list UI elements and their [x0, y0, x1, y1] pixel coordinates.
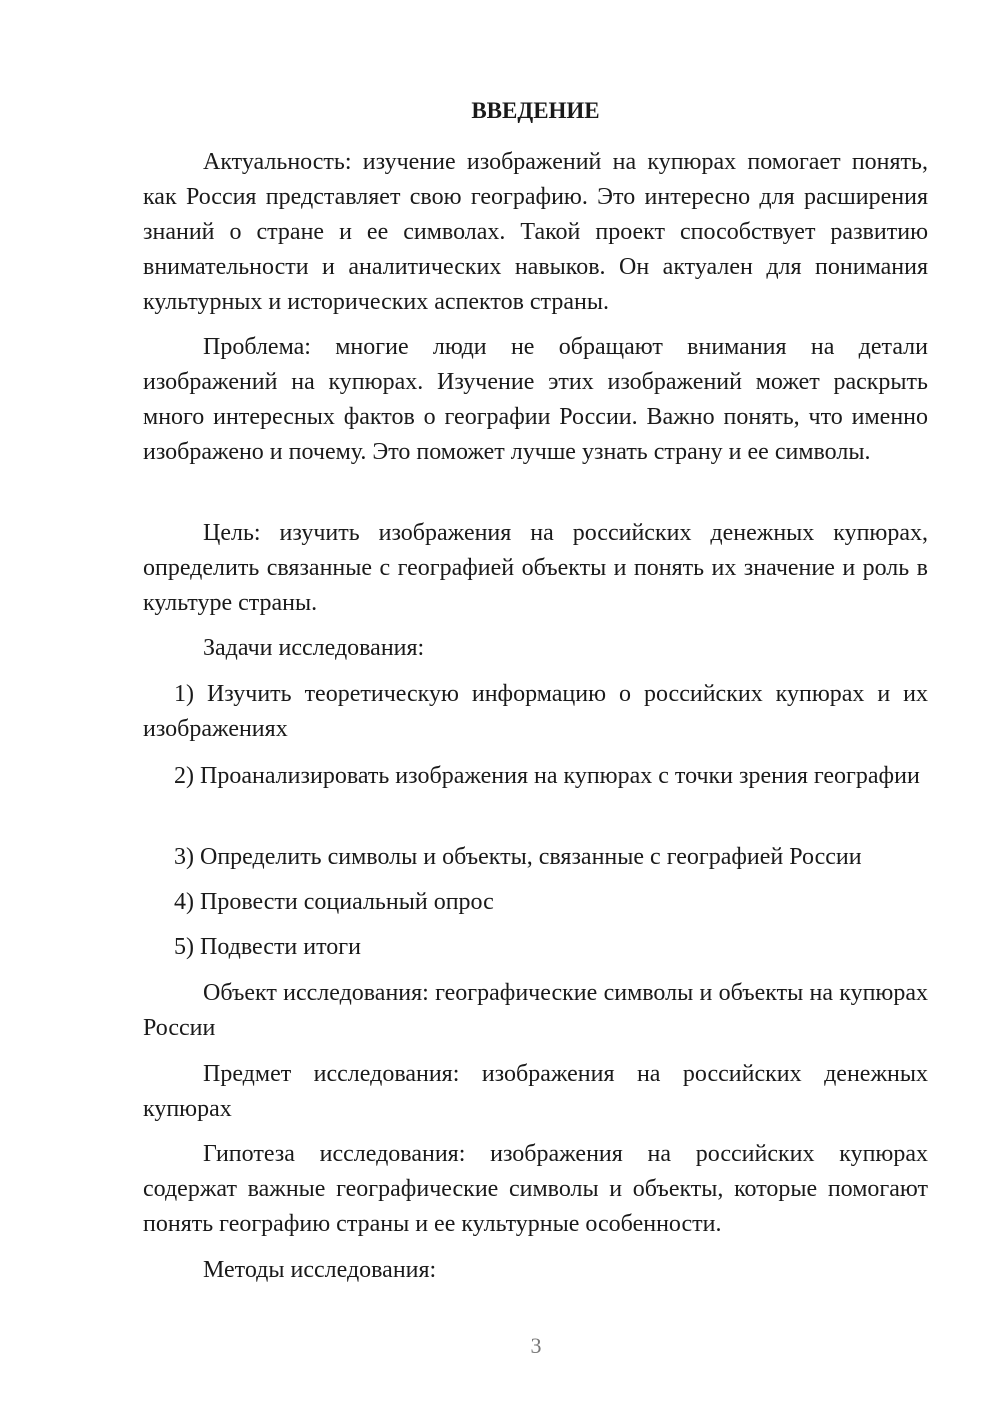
page-number: 3	[530, 1333, 542, 1358]
task-item-4: 4) Провести социальный опрос	[174, 889, 494, 915]
paragraph-problem: Проблема: многие люди не обращают внимания на детали изображений на купюрах. Изучение этих изображений может раскрыть много интересных фактов о географии России. Важно понять, что именно изображено и почему. Это поможет лучше узнать страну и ее символы.	[143, 334, 928, 465]
paragraph-relevance: Актуальность: изучение изображений на купюрах помогает понять, как Россия представляет свою географию. Это интересно для расширения знаний о стране и ее символах. Такой проект способствует развитию внимательности и аналитических навыков. Он актуален для понимания культурных и исторических аспектов страны.	[143, 149, 928, 315]
paragraph-goal: Цель: изучить изображения на российских денежных купюрах, определить связанные с географией объекты и понять их значение и роль в культуре страны.	[143, 520, 928, 616]
task-item-1: 1) Изучить теоретическую информацию о российских купюрах и их изображениях	[143, 681, 928, 742]
paragraph-hypothesis: Гипотеза исследования: изображения на российских купюрах содержат важные географические символы и объекты, которые помогают понять географию страны и ее культурные особенности.	[143, 1141, 928, 1237]
task-item-5: 5) Подвести итоги	[174, 934, 361, 960]
paragraph-subject: Предмет исследования: изображения на российских денежных купюрах	[143, 1061, 928, 1122]
paragraph-methods: Методы исследования:	[203, 1257, 437, 1283]
task-item-3: 3) Определить символы и объекты, связанные с географией России	[174, 844, 862, 870]
paragraph-tasks-heading: Задачи исследования:	[203, 635, 425, 661]
section-title: ВВЕДЕНИЕ	[471, 98, 600, 123]
task-item-2: 2) Проанализировать изображения на купюрах с точки зрения географии	[174, 763, 920, 789]
paragraph-object: Объект исследования: географические символы и объекты на купюрах России	[143, 980, 928, 1041]
